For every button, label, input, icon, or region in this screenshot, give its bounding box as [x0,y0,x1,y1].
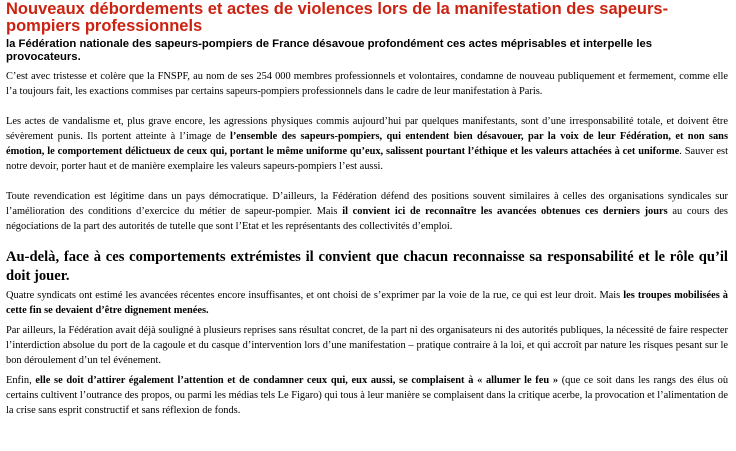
paragraph-unions [6,288,728,318]
paragraph-vandalism [6,114,728,174]
paragraph-claims [6,189,728,234]
section-subheading: Au-delà, face à ces comportements extrémistes il convient que chacun reconnaisse sa responsabilité et le rôle qu’il doit jouer. [6,249,728,284]
paragraph-intro: C’est avec tristesse et colère que la FNSPF, au nom de ses 254 000 membres professionnels et volontaires, condamne de nouveau publiquement et fermement, comme elle l’a toujours fait, les exactions commises par certains sapeurs-pompiers professionnels dans le cadre de leur manifestation à Paris. [6,71,728,97]
paragraph-provocation [6,373,728,418]
article-title: Nouveaux débordements et actes de violences lors de la manifestation des sapeurs-pompiers professionnels [6,0,669,35]
paragraph-claims-emphasis: il convient ici de reconnaître les avancées obtenues ces derniers jours [342,206,668,217]
paragraph-vandalism-end: . Sauver est notre devoir, porter haut et de manière exemplaire les valeurs sapeurs-pompiers l’est aussi. [6,146,728,172]
paragraph-provocation-start: Enfin, [6,375,36,386]
paragraph-vandalism-text: Les actes de vandalisme et, plus grave encore, les agressions physiques commis aujourd’hui par quelques manifestants, sont d’une irresponsabilité totale, et doivent être sévèrement punis. Ils portent atteinte à l’image de [6,116,728,142]
paragraph-provocation-emphasis: elle se doit d’attirer également l’attention et de condamner ceux qui, eux aussi, se complaisent à « allumer le feu » [35,375,559,386]
paragraph-helmets: Par ailleurs, la Fédération avait déjà souligné à plusieurs reprises sans résultat concret, de la part ni des organisateurs ni des autorités publiques, la nécessité de faire respecter l’interdiction absolue du port de la cagoule et du casque d’intervention lors d’une manifestation – pratique contraire à la loi, et qui accroît par nature les risques pesant sur le bon déroulement d’un tel événement. [6,325,728,366]
paragraph-claims-text: Toute revendication est légitime dans un pays démocratique. D’ailleurs, la Fédération défend des positions souvent similaires à celles des organisations syndicales sur l’amélioration des conditions d’exercice du métier de sapeur-pompier. Mais [6,191,728,217]
paragraph-unions-text: Quatre syndicats ont estimé les avancées récentes encore insuffisantes, et ont choisi de s’exprimer par la voie de la rue, ce qui est leur droit. Mais [6,290,624,301]
paragraph-vandalism-emphasis: l’ensemble des sapeurs-pompiers, qui entendent bien désavouer, par la voix de leur Fédération, et non sans émotion, le comportement délictueux de ceux qui, portant le même uniforme qu’eux, salissent pourtant l’éthique et les valeurs attachées à cet uniforme [6,131,728,157]
paragraph-provocation-end: (que ce soit dans les rangs des élus où certains cultivent l’outrance des propos, ou parmi les médias tels Le Figaro) qui tous à leur manière se complaisent dans la critique acerbe, la provocation et l’alimentation de la crise sans esprit constructif et sans réflexion de fonds. [6,375,729,416]
paragraph-unions-emphasis: les troupes mobilisées à cette fin se devaient d’être dignement menées. [6,290,728,316]
article-lead: la Fédération nationale des sapeurs-pompiers de France désavoue profondément ces actes méprisables et interpelle les provocateurs. [6,38,653,63]
paragraph-claims-end: au cours des négociations de la part des autorités de tutelle que sont l’Etat et les représentants des collectivités d’emploi. [6,206,728,232]
